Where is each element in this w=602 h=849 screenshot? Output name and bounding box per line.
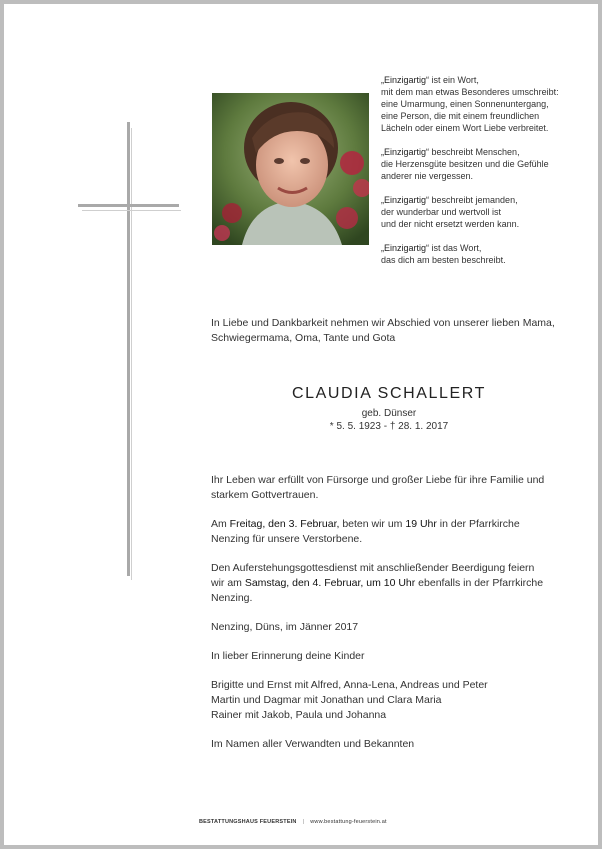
obituary-body — [211, 473, 581, 766]
body-text: beten wir um — [339, 518, 406, 530]
poem-line: mit dem man etwas Besonderes umschreibt: — [381, 87, 559, 97]
prayer-date: Freitag, den 3. Februar, — [229, 518, 340, 530]
poem-line: Lächeln oder einem Wort Liebe verbreitet. — [381, 123, 549, 133]
body-text: Am — [211, 518, 230, 530]
poem-stanza — [381, 194, 591, 230]
poem-line: eine Umarmung, einen Sonnenuntergang, — [381, 99, 549, 109]
family-line: Rainer mit Jakob, Paula und Johanna — [211, 709, 387, 721]
intro-line: Schwiegermama, Oma, Tante und Gota — [211, 332, 396, 344]
farewell-intro — [211, 316, 581, 346]
funeral-home-url[interactable]: www.bestattung-feuerstein.at — [310, 819, 387, 825]
poem-line: beschreibt Menschen, — [429, 147, 520, 157]
body-line: Ihr Leben war erfüllt von Fürsorge und großer Liebe für ihre Familie und — [211, 474, 545, 486]
body-text: wir am — [211, 577, 245, 589]
deceased-details — [211, 407, 567, 433]
funeral-announcement — [211, 561, 581, 606]
children-heading: In lieber Erinnerung deine Kinder — [211, 650, 365, 662]
footer-separator: | — [302, 819, 305, 825]
portrait-photo — [212, 93, 369, 245]
poem-line: anderer nie vergessen. — [381, 171, 474, 181]
poem-block — [381, 74, 591, 278]
poem-keyword: „Einzigartig“ — [381, 75, 430, 85]
prayer-time: 19 Uhr — [405, 518, 437, 530]
closing-line: Im Namen aller Verwandten und Bekannten — [211, 738, 415, 750]
intro-line: In Liebe und Dankbarkeit nehmen wir Abschied von unserer lieben Mama, — [211, 317, 555, 329]
body-line: Nenzing. — [211, 592, 253, 604]
obituary-page — [4, 4, 598, 845]
funeral-home-name: BESTATTUNGSHAUS FEUERSTEIN — [199, 819, 297, 825]
poem-line: das dich am besten beschreibt. — [381, 255, 506, 265]
poem-stanza — [381, 74, 591, 134]
deceased-name: CLAUDIA SCHALLERT — [291, 385, 487, 402]
prayer-announcement — [211, 517, 581, 547]
poem-keyword: „Einzigartig“ — [381, 147, 430, 157]
poem-stanza — [381, 242, 591, 266]
poem-line: der wunderbar und wertvoll ist — [381, 207, 502, 217]
poem-line: die Herzensgüte besitzen und die Gefühle — [381, 159, 549, 169]
footer — [199, 819, 387, 825]
body-line: Nenzing für unsere Verstorbene. — [211, 533, 363, 545]
poem-keyword: „Einzigartig“ — [381, 195, 430, 205]
cross-vertical-shadow — [131, 128, 132, 580]
family-line: Brigitte und Ernst mit Alfred, Anna-Lena, Andreas und Peter — [211, 679, 488, 691]
family-line: Martin und Dagmar mit Jonathan und Clara Maria — [211, 694, 442, 706]
poem-line: eine Person, die mit einem freundlichen — [381, 111, 540, 121]
cross-horizontal-bar — [78, 204, 179, 207]
poem-line: beschreibt jemanden, — [429, 195, 518, 205]
life-dates: * 5. 5. 1923 - † 28. 1. 2017 — [329, 421, 449, 432]
poem-line: ist das Wort, — [429, 243, 482, 253]
funeral-date-time: Samstag, den 4. Februar, um 10 Uhr — [244, 577, 416, 589]
poem-keyword: „Einzigartig“ — [381, 243, 430, 253]
poem-stanza — [381, 146, 591, 182]
cross-horizontal-shadow — [82, 210, 181, 211]
body-line: starkem Gottvertrauen. — [211, 489, 319, 501]
family-list — [211, 678, 581, 723]
cross-vertical-bar — [127, 122, 130, 576]
place-date: Nenzing, Düns, im Jänner 2017 — [211, 621, 359, 633]
body-text: ebenfalls in der Pfarrkirche — [415, 577, 544, 589]
maiden-name: geb. Dünser — [361, 408, 417, 419]
body-paragraph — [211, 473, 581, 503]
body-line: Den Auferstehungsgottesdienst mit anschließender Beerdigung feiern — [211, 562, 535, 574]
poem-line: und der nicht ersetzt werden kann. — [381, 219, 520, 229]
body-text: in der Pfarrkirche — [436, 518, 520, 530]
poem-line: ist ein Wort, — [429, 75, 479, 85]
